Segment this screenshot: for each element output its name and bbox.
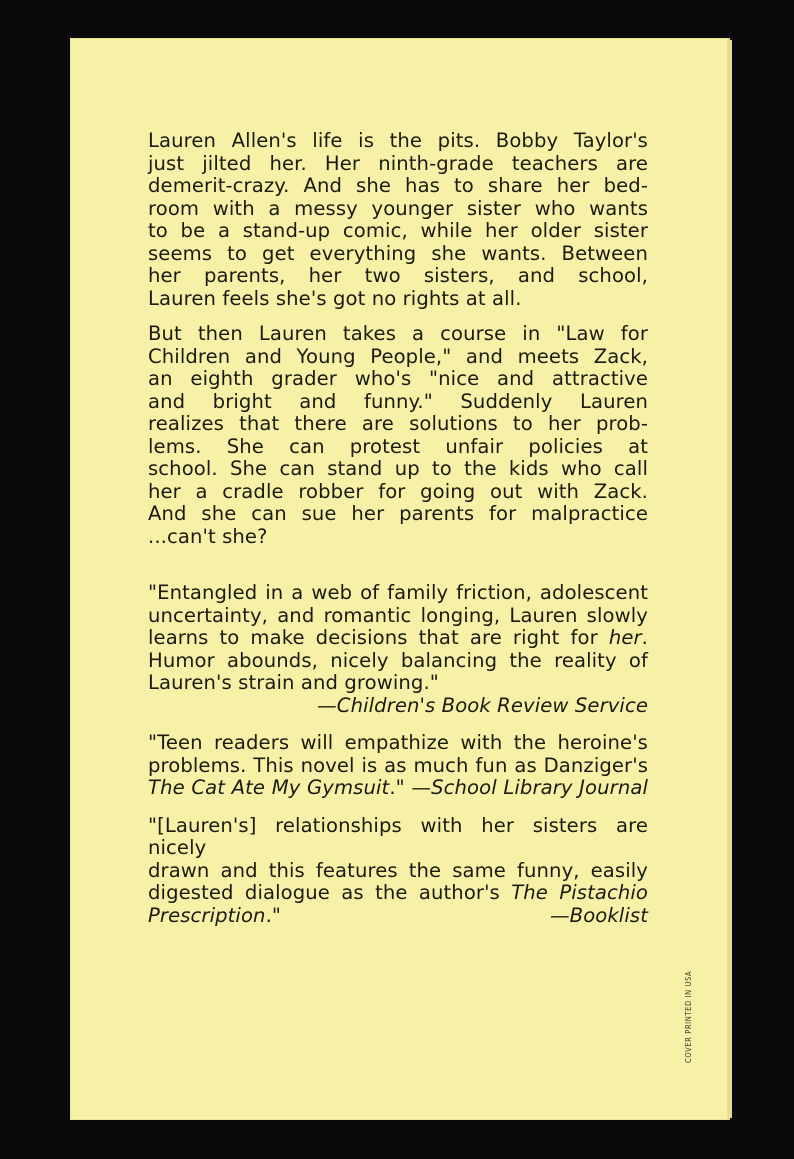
blurb-line: to be a stand-up comic, while her older sister (148, 219, 648, 242)
book-back-cover (70, 38, 728, 1120)
blurb-line: ...can't she? (148, 524, 268, 548)
review-3 (148, 815, 648, 928)
review-punct: . (641, 626, 648, 649)
review-line (148, 882, 648, 905)
blurb-line: her a cradle robber for going out with Zack. (148, 479, 648, 503)
blurb-line: seems to get everything she wants. Between (148, 241, 648, 265)
blurb-line: realizes that there are solutions to her prob- (148, 412, 648, 435)
review-line: problems. This novel is as much fun as Danziger's (148, 753, 648, 777)
blurb-line: But then Lauren takes a course in "Law for (148, 322, 648, 345)
review-line (148, 777, 648, 800)
review-line: Lauren's strain and growing." (148, 671, 439, 694)
cover-text (148, 130, 648, 927)
review-source-text: —School Library Journal (411, 776, 648, 799)
review-book-title: The Pistachio (511, 881, 648, 904)
review-1 (148, 582, 648, 717)
review-punct: ." (265, 903, 282, 927)
blurb-line: room with a messy younger sister who wants (148, 196, 648, 220)
review-emphasis: her (608, 626, 642, 649)
blurb-paragraph-1 (148, 130, 648, 310)
blurb-line: school. She can stand up to the kids who call (148, 457, 648, 480)
review-line: drawn and this features the same funny, easily (148, 858, 648, 882)
review-line (148, 627, 648, 650)
review-book-title: The Cat Ate My Gymsuit (148, 776, 390, 799)
cover-edge (728, 40, 732, 1118)
blurb-line: lems. She can protest unfair policies at (148, 434, 648, 458)
review-line: "Entangled in a web of family friction, adolescent (148, 581, 648, 604)
blurb-line: her parents, her two sisters, and school, (148, 264, 648, 287)
review-line: uncertainty, and romantic longing, Lauren slowly (148, 603, 648, 627)
review-line (148, 905, 648, 928)
review-book-title: Prescription (148, 903, 266, 927)
blurb-line: demerit-crazy. And she has to share her bed- (148, 174, 648, 197)
review-source-text: —Booklist (549, 903, 648, 927)
blurb-line: and bright and funny." Suddenly Lauren (148, 389, 648, 413)
review-line: "Teen readers will empathize with the heroine's (148, 731, 648, 754)
blurb-line: And she can sue her parents for malpractice (148, 502, 648, 525)
blurb-line: Children and Young People," and meets Zack, (148, 344, 648, 368)
blurb-line: just jilted her. Her ninth-grade teachers are (148, 151, 648, 175)
review-2 (148, 732, 648, 800)
review-punct: ." (389, 776, 405, 799)
blurb-line: an eighth grader who's "nice and attractive (148, 367, 648, 390)
review-source (148, 695, 648, 718)
review-line: Humor abounds, nicely balancing the reality of (148, 648, 648, 672)
review-text: learns to make decisions that are right for (148, 626, 609, 649)
printer-imprint: COVER PRINTED IN USA (684, 970, 693, 1063)
blurb-line: Lauren Allen's life is the pits. Bobby Taylor's (148, 129, 648, 152)
blurb-line: Lauren feels she's got no rights at all. (148, 286, 522, 310)
review-line: "[Lauren's] relationships with her sisters are nicely (148, 813, 648, 859)
review-text: digested dialogue as the author's (148, 881, 512, 904)
review-source-text: —Children's Book Review Service (317, 693, 648, 717)
blurb-paragraph-2 (148, 323, 648, 548)
